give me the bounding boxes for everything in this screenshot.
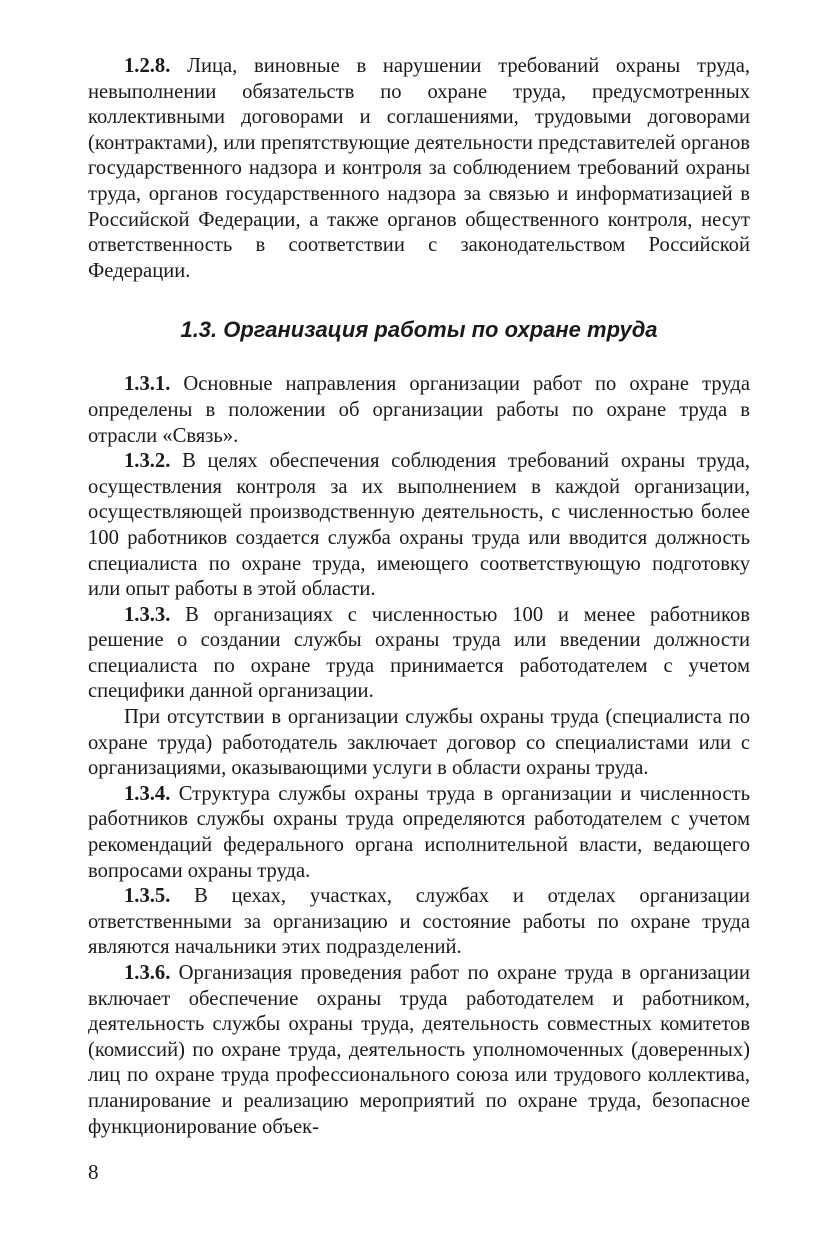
paragraph-text: Структура службы охраны труда в организации и численность работников службы охраны труда определяются работодателем с учетом рекомендаций федерального органа исполнительной власти, ведающего вопросами охраны труда. bbox=[88, 782, 750, 882]
paragraph-1-3-3-continued bbox=[88, 705, 750, 782]
paragraph-text: В целях обеспечения соблюдения требований охраны труда, осуществления контроля за их выполнением в каждой организации, осуществляющей производственную деятельность, с численностью более 100 работников создается служба охраны труда или вводится должность специалиста по охране труда, имеющего соответствующую подготовку или опыт работы в этой области. bbox=[88, 450, 750, 601]
paragraph-text: В организациях с численностью 100 и менее работников решение о создании службы охраны труда или введении должности специалиста по охране труда принимается работодателем с учетом специфики данной организации. bbox=[88, 603, 750, 703]
paragraph-1-2-8 bbox=[88, 54, 750, 284]
paragraph-number: 1.2.8. bbox=[124, 55, 171, 77]
paragraph-number: 1.3.2. bbox=[124, 450, 171, 473]
document-page bbox=[88, 54, 750, 1140]
paragraph-text: Лица, виновные в нарушении требований охраны труда, невыполнении обязательств по охране труда, предусмотренных коллективными договорами и соглашениями, трудовыми договорами (контрактами), или препятствующие деятельности представителей органов государственного надзора и контроля за соблюдением требований охраны труда, органов государственного надзора за связью и информатизацией в Российской Федерации, а также органов общественного контроля, несут ответственность в соответствии с законодательством Российской Федерации. bbox=[88, 55, 750, 282]
page-number: 8 bbox=[88, 1160, 99, 1184]
paragraph-1-3-6 bbox=[88, 961, 750, 1140]
paragraph-text: В цехах, участках, службах и отделах организации ответственными за организацию и состояние работы по охране труда являются начальники этих подразделений. bbox=[88, 885, 750, 959]
paragraph-text: Основные направления организации работ по охране труда определены в положении об организации работы по охране труда в отрасли «Связь». bbox=[88, 373, 750, 447]
paragraph-1-3-3 bbox=[88, 603, 750, 705]
paragraph-1-3-5 bbox=[88, 884, 750, 961]
paragraph-1-3-1 bbox=[88, 372, 750, 449]
paragraph-number: 1.3.1. bbox=[124, 373, 171, 396]
paragraph-number: 1.3.4. bbox=[124, 782, 171, 805]
paragraph-1-3-2 bbox=[88, 449, 750, 603]
section-heading: 1.3. Организация работы по охране труда bbox=[180, 317, 658, 343]
paragraph-text: Организация проведения работ по охране труда в организации включает обеспечение охраны труда работодателем и работником, деятельность службы охраны труда, деятельность совместных комитетов (комиссий) по охране труда, деятельность уполномоченных (доверенных) лиц по охране труда профессионального союза или трудового коллектива, планирование и реализацию мероприятий по охране труда, безопасное функционирование объек- bbox=[88, 962, 750, 1138]
paragraph-text: При отсутствии в организации службы охраны труда (специалиста по охране труда) работодатель заключает договор со специалистами или с организациями, оказывающими услуги в области охраны труда. bbox=[88, 706, 750, 780]
paragraph-number: 1.3.5. bbox=[124, 885, 171, 908]
paragraph-number: 1.3.6. bbox=[124, 962, 171, 984]
paragraph-1-3-4 bbox=[88, 782, 750, 884]
paragraph-number: 1.3.3. bbox=[124, 603, 171, 626]
